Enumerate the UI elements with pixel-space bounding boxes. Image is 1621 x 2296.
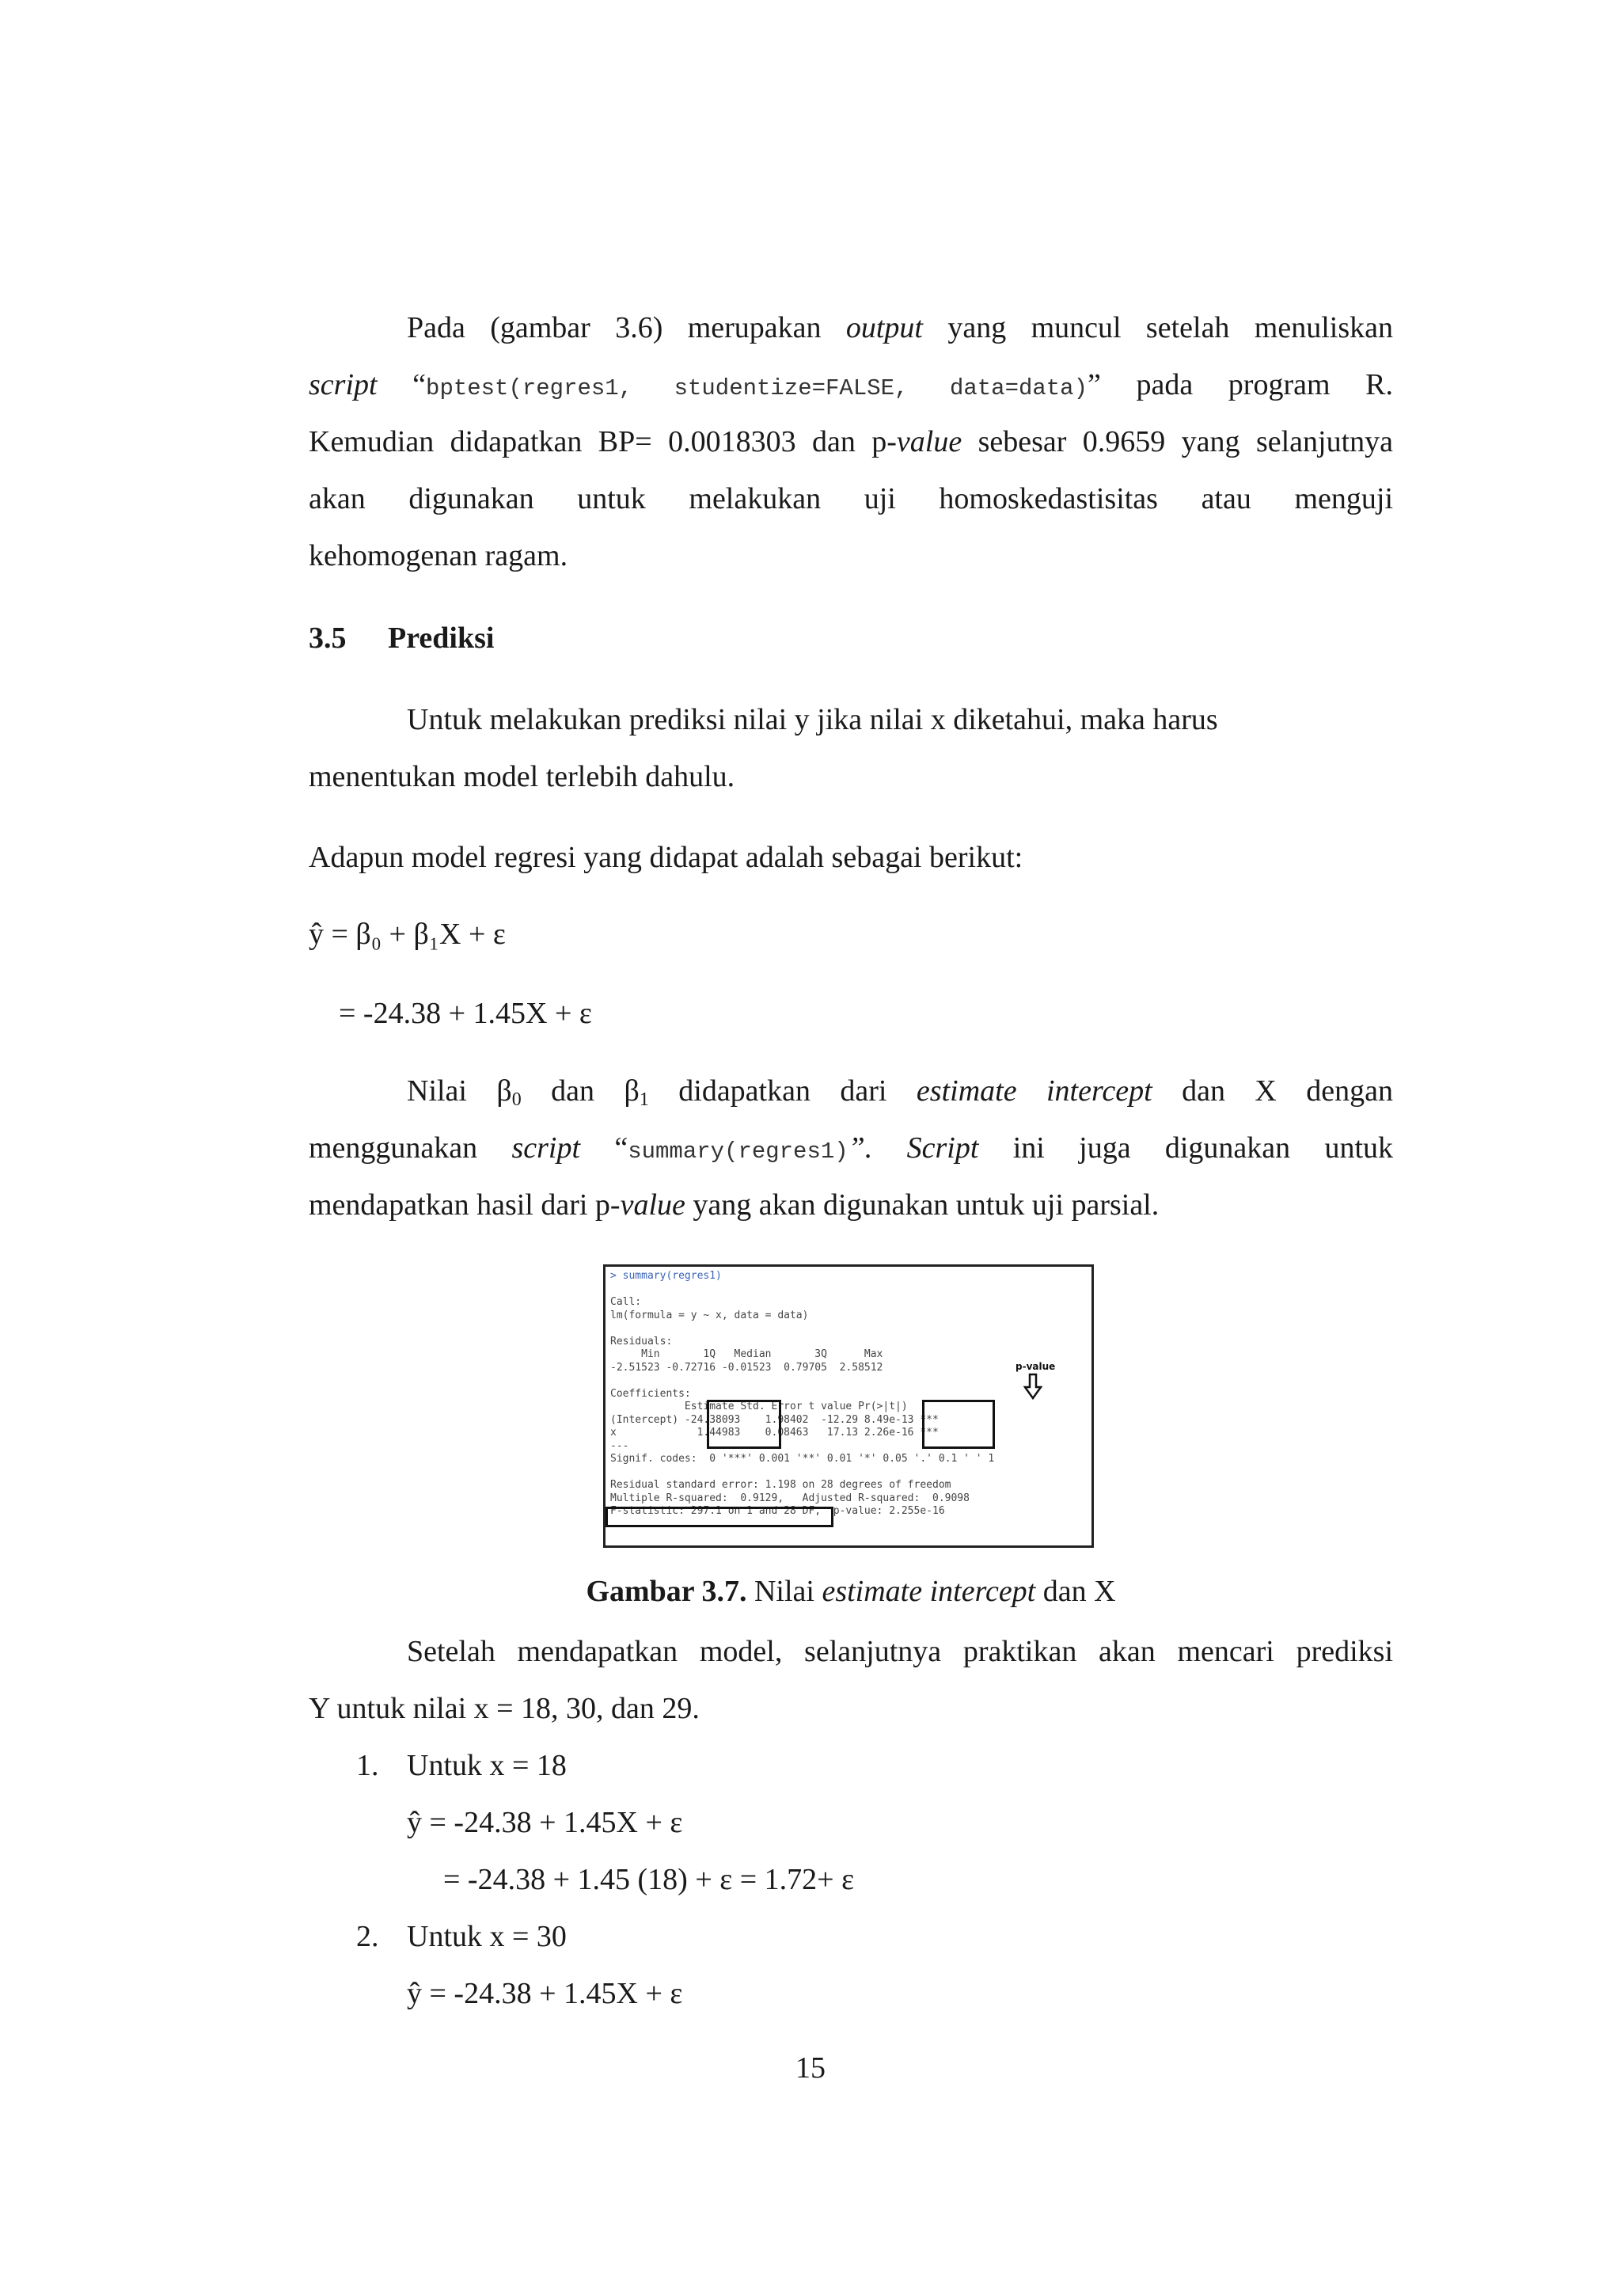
page-number: 15 — [795, 2051, 826, 2085]
figure-line: lm(formula = y ~ x, data = data) — [610, 1309, 809, 1321]
figure-line: > summary(regres1) — [610, 1270, 722, 1282]
figure-line: --- — [610, 1439, 629, 1452]
list-item-label: 2. — [356, 1920, 379, 1953]
figure-line: -2.51523 -0.72716 -0.01523 0.79705 2.58512 — [610, 1361, 883, 1374]
figure-caption: Gambar 3.7. Nilai estimate intercept dan X — [586, 1575, 1116, 1608]
section-number: 3.5 — [309, 622, 347, 655]
down-arrow-icon — [1023, 1373, 1042, 1400]
model-equation-2: = -24.38 + 1.45X + ε — [339, 997, 592, 1030]
figure-line — [610, 1374, 1087, 1388]
figure-line: Signif. codes: 0 '***' 0.001 '**' 0.01 '*' 0.05 '.' 0.1 ' ' 1 — [610, 1453, 995, 1465]
list-item-text: Untuk x = 18 — [407, 1749, 567, 1782]
r-squared-highlight-box — [606, 1507, 833, 1527]
paragraph-model-intro: Adapun model regresi yang didapat adalah sebagai berikut: — [309, 841, 1023, 874]
section-title: Prediksi — [388, 622, 495, 655]
code-summary: summary(regres1) — [628, 1138, 848, 1165]
figure-line: Residuals: — [610, 1335, 673, 1348]
list-item-equation: = -24.38 + 1.45 (18) + ε = 1.72+ ε — [443, 1863, 855, 1896]
paragraph-prediksi-line1: Untuk melakukan prediksi nilai y jika nilai x diketahui, maka harus — [407, 703, 1218, 736]
r-summary-output-figure — [603, 1264, 1094, 1548]
code-bptest: bptest(regres1, studentize=FALSE, data=data) — [426, 375, 1088, 401]
figure-line: Residual standard error: 1.198 on 28 degrees of freedom — [610, 1479, 951, 1491]
figure-line: x 1.44983 0.08463 17.13 2.26e-16 *** — [610, 1427, 939, 1439]
estimate-highlight-box — [707, 1400, 781, 1449]
list-item-label: 1. — [356, 1749, 379, 1782]
model-equation-1: ŷ = β₀ + β₁X + ε — [309, 918, 506, 951]
paragraph-estimate-line3: mendapatkan hasil dari p-value yang akan digunakan untuk uji parsial. — [309, 1188, 1160, 1222]
paragraph-output-intro-line1: Pada (gambar 3.6) merupakan output yang muncul setelah menuliskan — [407, 311, 1393, 344]
figure-line: Multiple R-squared: 0.9129, Adjusted R-squared: 0.9098 — [610, 1492, 970, 1504]
paragraph-output-intro-line2: script “bptest(regres1, studentize=FALSE, data=data)” pada program R. — [309, 368, 1393, 401]
pvalue-highlight-box — [922, 1400, 995, 1449]
figure-line: (Intercept) -24.38093 1.98402 -12.29 8.49e-13 *** — [610, 1413, 939, 1426]
paragraph-prediction-line1: Setelah mendapatkan model, selanjutnya praktikan akan mencari prediksi — [407, 1635, 1393, 1668]
paragraph-estimate-line2: menggunakan script “summary(regres1)”. Script ini juga digunakan untuk — [309, 1131, 1394, 1165]
figure-line — [610, 1466, 1087, 1480]
paragraph-estimate-line1: Nilai $\beta_0$ dan $\beta_1$ didapatkan dari estimate intercept dan X dengan — [407, 1074, 1393, 1110]
list-item-text: Untuk x = 30 — [407, 1920, 567, 1953]
figure-line: Min 1Q Median 3Q Max — [610, 1348, 883, 1360]
paragraph-prediksi-line2: menentukan model terlebih dahulu. — [309, 760, 735, 793]
paragraph-prediction-line2: Y untuk nilai x = 18, 30, dan 29. — [309, 1692, 700, 1725]
figure-line — [610, 1283, 1087, 1297]
figure-line: Estimate Std. Error t value Pr(>|t|) — [610, 1401, 908, 1412]
list-item-equation: ŷ = -24.38 + 1.45X + ε — [407, 1977, 683, 2010]
figure-line: F-statistic: 297.1 on 1 and 28 DF, p-value: 2.255e-16 — [610, 1505, 945, 1517]
paragraph-output-intro-line5: kehomogenan ragam. — [309, 539, 568, 572]
figure-line: Coefficients: — [610, 1387, 691, 1400]
section-heading — [309, 610, 494, 667]
pvalue-label: p-value — [1015, 1361, 1056, 1372]
figure-line: Call: — [610, 1296, 642, 1308]
paragraph-output-intro-line4: akan digunakan untuk melakukan uji homoskedastisitas atau menguji — [309, 482, 1393, 515]
figure-line — [610, 1322, 1087, 1336]
list-item-equation: ŷ = -24.38 + 1.45X + ε — [407, 1806, 683, 1839]
paragraph-output-intro-line3: Kemudian didapatkan BP= 0.0018303 dan p-value sebesar 0.9659 yang selanjutnya — [309, 425, 1393, 458]
